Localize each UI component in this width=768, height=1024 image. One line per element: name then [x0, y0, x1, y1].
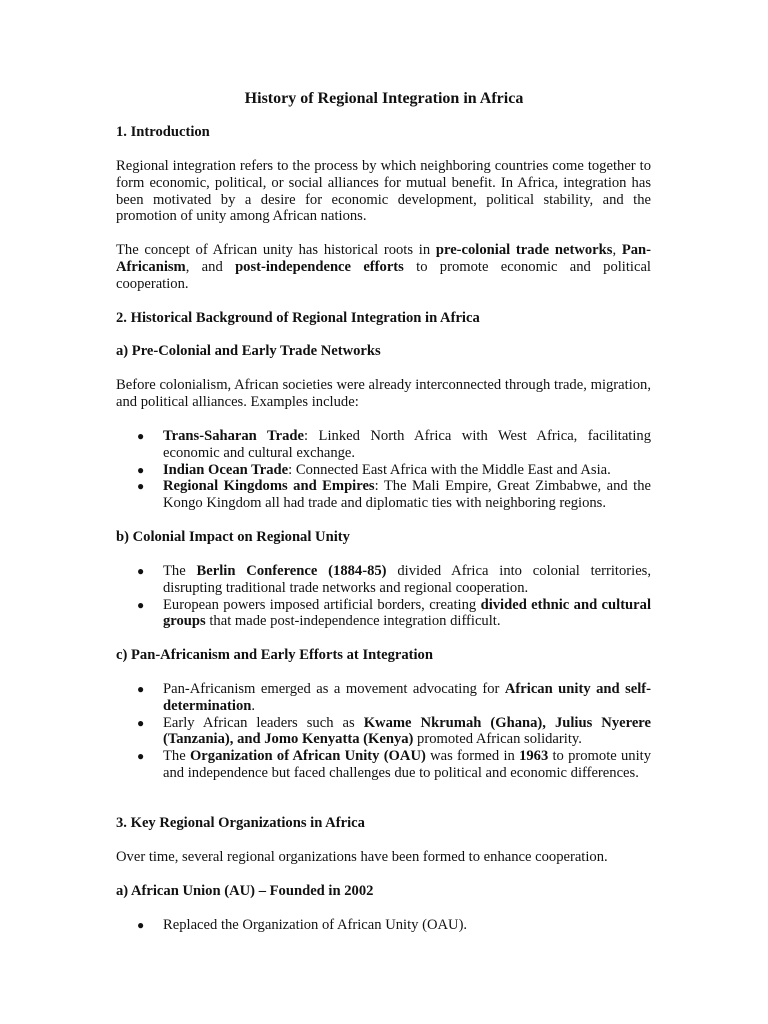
subheading-pan-africanism: c) Pan-Africanism and Early Efforts at Integration: [116, 647, 433, 663]
organizations-paragraph: Over time, several regional organizations have been formed to enhance cooperation.: [116, 849, 608, 865]
bullet-icon: ●: [137, 479, 145, 494]
bullet-icon: ●: [137, 682, 145, 696]
list-item: ● Regional Kingdoms and Empires: The Mali Empire, Great Zimbabwe, and the Kongo Kingdom all had trade and diplomatic ties with neighboring regions.: [137, 478, 651, 512]
subheading-african-union: a) African Union (AU) – Founded in 2002: [116, 883, 374, 899]
list-item: ● Trans-Saharan Trade: Linked North Africa with West Africa, facilitating economic and cultural exchange.: [137, 428, 652, 461]
list-item: ● The Berlin Conference (1884-85) divided Africa into colonial territories, disrupting traditional trade networks and regional cooperation.: [137, 563, 652, 596]
document-title: History of Regional Integration in Africa: [244, 90, 524, 107]
bullet-icon: ●: [137, 462, 145, 477]
subheading-colonial-impact: b) Colonial Impact on Regional Unity: [116, 529, 350, 545]
african-union-list: [116, 917, 651, 934]
pre-colonial-list: [116, 428, 651, 512]
bullet-icon: ●: [137, 429, 145, 443]
pan-africanism-list: [116, 681, 651, 782]
list-item: ● European powers imposed artificial borders, creating divided ethnic and cultural groups that made post-independence integration difficult.: [137, 596, 652, 630]
intro-paragraph-2: The concept of African unity has historical roots in pre-colonial trade networks, Pan-Africanism, and post-independence efforts to promote economic and political cooperation.: [116, 242, 652, 292]
intro-paragraph-1: Regional integration refers to the process by which neighboring countries come together to form economic, political, or social alliances for mutual benefit. In Africa, integration has been motivated by a desire for economic development, political stability, and the promotion of unity among African nations.: [116, 158, 651, 225]
section-heading-historical-background: 2. Historical Background of Regional Integration in Africa: [116, 310, 480, 326]
list-item: ● Early African leaders such as Kwame Nkrumah (Ghana), Julius Nyerere (Tanzania), and Jomo Kenyatta (Kenya) promoted African solidarity.: [137, 714, 651, 748]
list-item: ● Pan-Africanism emerged as a movement advocating for African unity and self-determination.: [137, 681, 651, 714]
list-item: ● Indian Ocean Trade: Connected East Africa with the Middle East and Asia.: [137, 461, 611, 478]
bullet-icon: ●: [137, 715, 145, 730]
bullet-icon: ●: [137, 918, 145, 932]
subheading-pre-colonial: a) Pre-Colonial and Early Trade Networks: [116, 343, 381, 359]
list-item: ● Replaced the Organization of African Unity (OAU).: [137, 917, 468, 933]
list-item: ● The Organization of African Unity (OAU) was formed in 1963 to promote unity and independence but faced challenges due to political and economic differences.: [137, 748, 651, 781]
colonial-impact-list: [116, 563, 651, 630]
pre-colonial-paragraph: Before colonialism, African societies were already interconnected through trade, migration, and political alliances. Examples include:: [116, 377, 651, 410]
bullet-icon: ●: [137, 749, 145, 764]
section-heading-key-organizations: 3. Key Regional Organizations in Africa: [116, 815, 365, 831]
bullet-icon: ●: [137, 597, 145, 612]
bullet-icon: ●: [137, 564, 145, 578]
section-heading-introduction: 1. Introduction: [116, 124, 210, 140]
